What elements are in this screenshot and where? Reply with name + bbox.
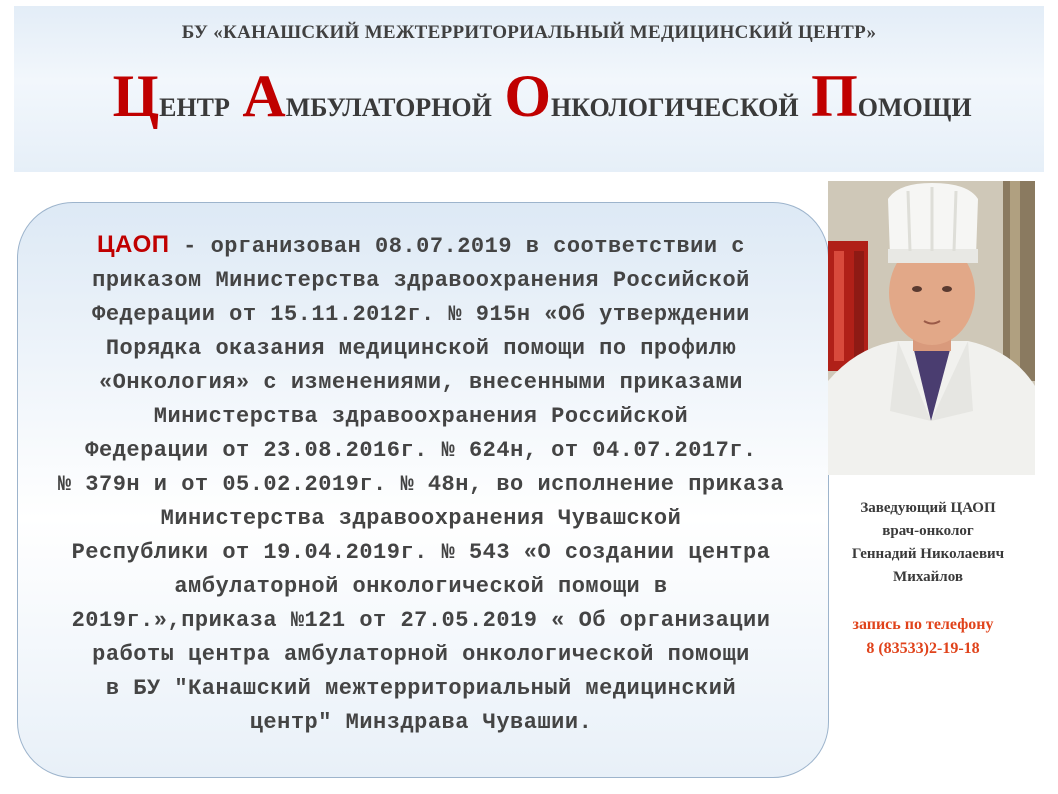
text-line: центр" Минздрава Чувашии. (249, 710, 593, 735)
title-rest: ЕНТР (159, 93, 230, 122)
organization-name: БУ «КАНАШСКИЙ МЕЖТЕРРИТОРИАЛЬНЫЙ МЕДИЦИНСКИЙ ЦЕНТР» (181, 22, 877, 43)
text-line: Министерства здравоохранения Чувашской (160, 506, 682, 531)
text-line: № 379н и от 05.02.2019г. № 48н, во исполнение приказа (57, 472, 785, 497)
title-initial: Ц (112, 63, 160, 129)
doctor-surname: Михайлов (893, 569, 963, 585)
text-line: «Онкология» с изменениями, внесенными приказами (98, 370, 743, 395)
text-line: Порядка оказания медицинской помощи по профилю (105, 336, 737, 361)
specialty: врач-онколог (882, 523, 974, 539)
description-text (14, 228, 828, 740)
abbreviation: ЦАОП (97, 231, 170, 258)
title-word-4 (811, 63, 972, 129)
title-initial: О (504, 63, 552, 129)
title-rest: МБУЛАТОРНОЙ (285, 93, 492, 122)
text-line: работы центра амбулаторной онкологической помощи (92, 642, 750, 667)
title-word-1 (112, 63, 230, 129)
title-rest: ОМОЩИ (857, 93, 972, 122)
title-word-2 (242, 63, 492, 129)
text-line: Министерства здравоохранения Российской (153, 404, 689, 429)
text-line: 2019г.»,приказа №121 от 27.05.2019 « Об организации (71, 608, 771, 633)
title-word-3 (504, 63, 799, 129)
page-title (0, 62, 1058, 131)
text-line: в БУ "Канашский межтерриториальный медицинский (105, 676, 737, 701)
text-line: амбулаторной онкологической помощи в (174, 574, 668, 599)
title-initial: А (242, 63, 286, 129)
text-line: Республики от 19.04.2019г. № 543 «О создании центра (71, 540, 771, 565)
text-line: ЦАОП - организован 08.07.2019 в соответствии с (97, 231, 745, 259)
doctor-name: Геннадий Николаевич (851, 546, 1005, 562)
title-rest: НКОЛОГИЧЕСКОЙ (551, 93, 799, 122)
title-initial: П (811, 63, 858, 129)
phone-number[interactable]: 8 (83533)2-19-18 (866, 640, 980, 657)
appointment-label: запись по телефону (852, 616, 994, 633)
text-line: Федерации от 15.11.2012г. № 915н «Об утверждении (92, 302, 750, 327)
text-line: Федерации от 23.08.2016г. № 624н, от 04.07.2017г. (85, 438, 757, 463)
position-title: Заведующий ЦАОП (860, 500, 996, 516)
text-line: приказом Министерства здравоохранения Российской (92, 268, 750, 293)
doctor-portrait-icon (828, 181, 1035, 475)
doctor-photo (828, 181, 1035, 475)
